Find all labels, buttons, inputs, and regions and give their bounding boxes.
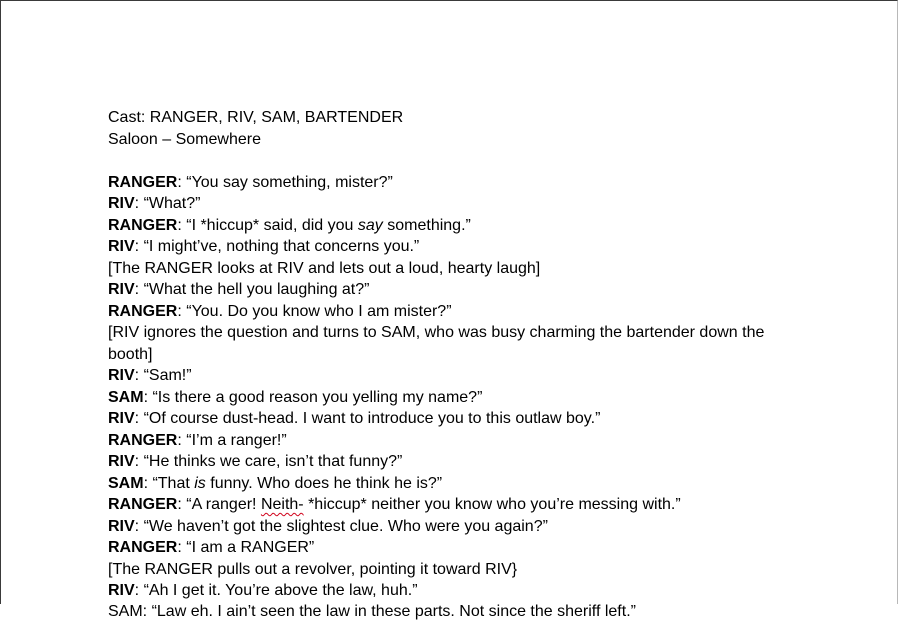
speaker-name: RIV [108,367,135,384]
dialogue-text: : “He thinks we care, isn’t that funny?” [134,453,403,470]
dialogue-text: : “You say something, mister?” [177,173,393,191]
dialogue-text: : “Is there a good reason you yelling my name?” [143,388,483,406]
dialogue-text: : “Of course dust-head. I want to introduce you to this outlaw boy.” [134,410,601,427]
spellcheck-flagged-word[interactable]: Neith- [260,496,304,513]
cutoff-line-container [108,593,688,620]
dialogue-text: : “I *hiccup* said, did you [177,216,358,234]
dialogue-text-after: something.” [382,216,471,234]
dialogue-line [108,215,788,237]
dialogue-text: : “I might’ve, nothing that concerns you.” [134,238,420,255]
dialogue-text: : “I am a RANGER” [177,539,315,556]
emphasis-text: say [357,216,383,234]
dialogue-line [108,172,788,194]
dialogue-text: : “Sam!” [134,367,192,384]
dialogue-line [108,408,788,430]
speaker-name: RIV [108,195,135,212]
dialogue-text: : “I’m a ranger!” [177,431,287,449]
dialogue-line [108,236,788,258]
blank-line [108,150,788,172]
dialogue-text: : “We haven’t got the slightest clue. Who were you again?” [134,517,548,535]
dialogue-text: : “A ranger! [177,496,261,513]
dialogue-line [108,387,788,409]
speaker-name: RIV [108,582,135,599]
speaker-name: SAM [108,474,144,492]
stage-direction: [The RANGER pulls out a revolver, pointing it toward RIV} [108,560,518,578]
cutoff-line: SAM: “Law eh. I ain’t seen the law in these parts. Not since the sheriff left.” [108,603,636,620]
dialogue-text: : “That [143,474,195,492]
speaker-name: RIV [108,517,135,535]
dialogue-line [108,537,788,559]
dialogue-text: : “You. Do you know who I am mister?” [177,302,452,320]
dialogue-text: : “What the hell you laughing at?” [134,281,370,298]
stage-direction: [RIV ignores the question and turns to SAM, who was busy charming the bartender down the booth] [108,324,765,363]
dialogue-text: : “Ah I get it. You’re above the law, huh.” [134,582,418,599]
dialogue-text-after: funny. Who does he think he is?” [205,474,443,492]
speaker-name: RANGER [108,496,178,513]
speaker-name: SAM [108,388,144,406]
dialogue-line [108,279,788,301]
emphasis-text: is [194,474,206,492]
dialogue-list [108,172,788,602]
speaker-name: RANGER [108,431,178,449]
stage-direction: [The RANGER looks at RIV and lets out a loud, hearty laugh] [108,259,541,277]
dialogue-line [108,451,788,473]
dialogue-line [108,365,788,387]
script-body [108,107,788,602]
dialogue-line [108,473,788,495]
setting-line: Saloon – Somewhere [108,130,261,148]
speaker-name: RIV [108,281,135,298]
dialogue-line [108,516,788,538]
dialogue-text-after: *hiccup* neither you know who you’re messing with.” [303,496,681,513]
speaker-name: RANGER [108,173,178,191]
speaker-name: RANGER [108,302,178,320]
speaker-name: RANGER [108,216,178,234]
dialogue-line [108,430,788,452]
dialogue-line [108,193,788,215]
speaker-name: RANGER [108,539,178,556]
speaker-name: RIV [108,453,135,470]
speaker-name: RIV [108,410,135,427]
dialogue-line [108,494,788,516]
dialogue-text: : “What?” [134,195,201,212]
dialogue-line [108,301,788,323]
speaker-name: RIV [108,238,135,255]
cast-line: Cast: RANGER, RIV, SAM, BARTENDER [108,109,404,126]
